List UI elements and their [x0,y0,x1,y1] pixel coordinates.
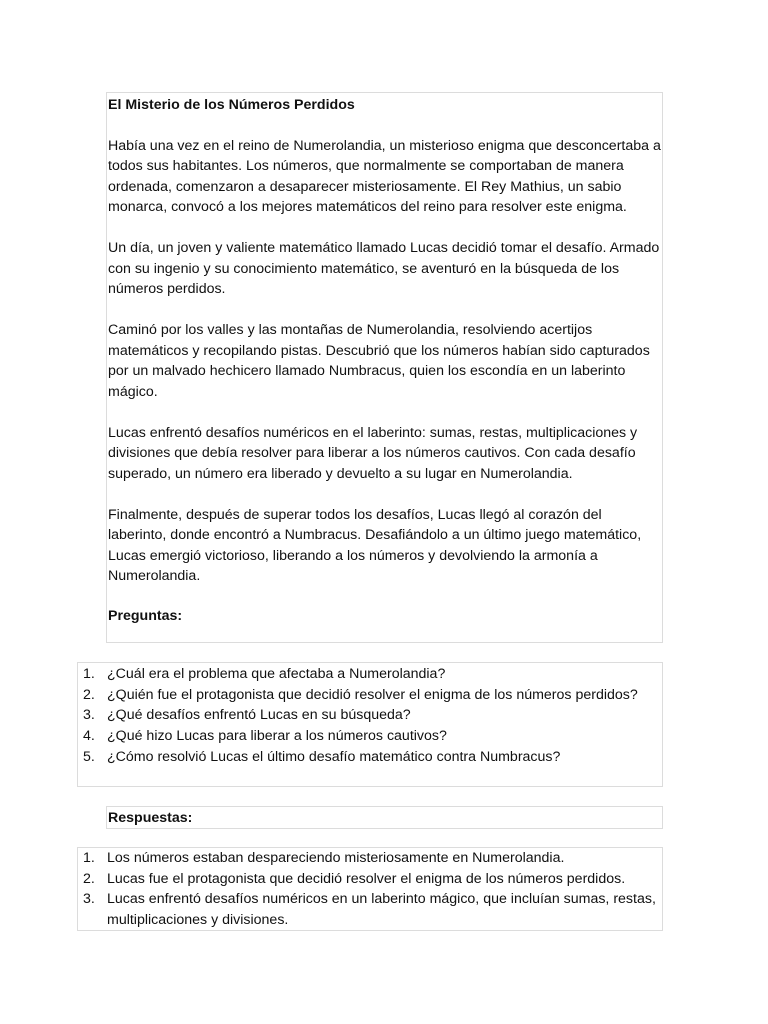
answer-text: Lucas enfrentó desafíos numéricos en un laberinto mágico, que incluían sumas, restas, multiplicaciones y divisiones. [107,891,656,929]
list-number: 2. [83,686,95,703]
question-text: ¿Qué desafíos enfrentó Lucas en su búsqueda? [107,707,411,724]
question-text: ¿Qué hizo Lucas para liberar a los números cautivos? [107,728,447,745]
list-number: 1. [83,850,95,866]
story-paragraph: Había una vez en el reino de Numerolandia, un misterioso enigma que desconcertaba a todos sus habitantes. Los números, que normalmente se comportaban de manera ordenada, comenzaron a desaparecer misteriosamente. El Rey Mathius, un sabio monarca, convocó a los mejores matemáticos del reino para resolver este enigma. [108,137,661,215]
list-item [78,726,662,747]
story-paragraph: Un día, un joven y valiente matemático llamado Lucas decidió tomar el desafío. Armado con su ingenio y su conocimiento matemático, se aventuró en la búsqueda de los números perdidos. [108,240,660,297]
list-item [78,685,662,706]
story-paragraph: Lucas enfrentó desafíos numéricos en el laberinto: sumas, restas, multiplicaciones y divisiones que debía resolver para liberar a los números cautivos. Con cada desafío superado, un número era liberado y devuelto a su lugar en Numerolandia. [108,424,638,482]
story-paragraph: Caminó por los valles y las montañas de Numerolandia, resolviendo acertijos matemáticos y recopilando pistas. Descubrió que los números habían sido capturados por un malvado hechicero llamado Numbracus, quien los escondía en un laberinto mágico. [108,322,650,400]
question-text: ¿Cómo resolvió Lucas el último desafío matemático contra Numbracus? [107,748,561,765]
answer-text: Los números estaban despareciendo misteriosamente en Numerolandia. [107,850,565,866]
list-number: 2. [83,870,95,887]
story-paragraph: Finalmente, después de superar todos los desafíos, Lucas llegó al corazón del laberinto, donde encontró a Numbracus. Desafiándolo a un último juego matemático, Lucas emergió victorioso, liberando a los números y devolviendo la armonía a Numerolandia. [108,506,642,584]
answers-list-section [77,847,663,931]
list-item [78,705,662,726]
story-title: El Misterio de los Números Perdidos [108,97,355,113]
questions-list-section [77,662,663,787]
list-item [78,664,662,685]
question-text: ¿Cuál era el problema que afectaba a Numerolandia? [107,666,446,682]
list-number: 3. [83,707,95,724]
list-item [78,747,662,768]
questions-heading: Preguntas: [108,608,183,624]
question-text: ¿Quién fue el protagonista que decidió resolver el enigma de los números perdidos? [107,686,638,703]
answers-list [78,848,662,931]
list-item [78,848,662,869]
list-item [78,869,662,890]
list-number: 3. [83,891,95,908]
list-number: 4. [83,728,95,745]
list-item [78,889,662,930]
answer-text: Lucas fue el protagonista que decidió resolver el enigma de los números perdidos. [107,870,626,887]
answers-heading: Respuestas: [108,810,193,826]
list-number: 1. [83,666,95,682]
questions-list [78,664,662,768]
answers-heading-section [106,806,663,829]
list-number: 5. [83,748,95,765]
story-section [106,92,663,643]
